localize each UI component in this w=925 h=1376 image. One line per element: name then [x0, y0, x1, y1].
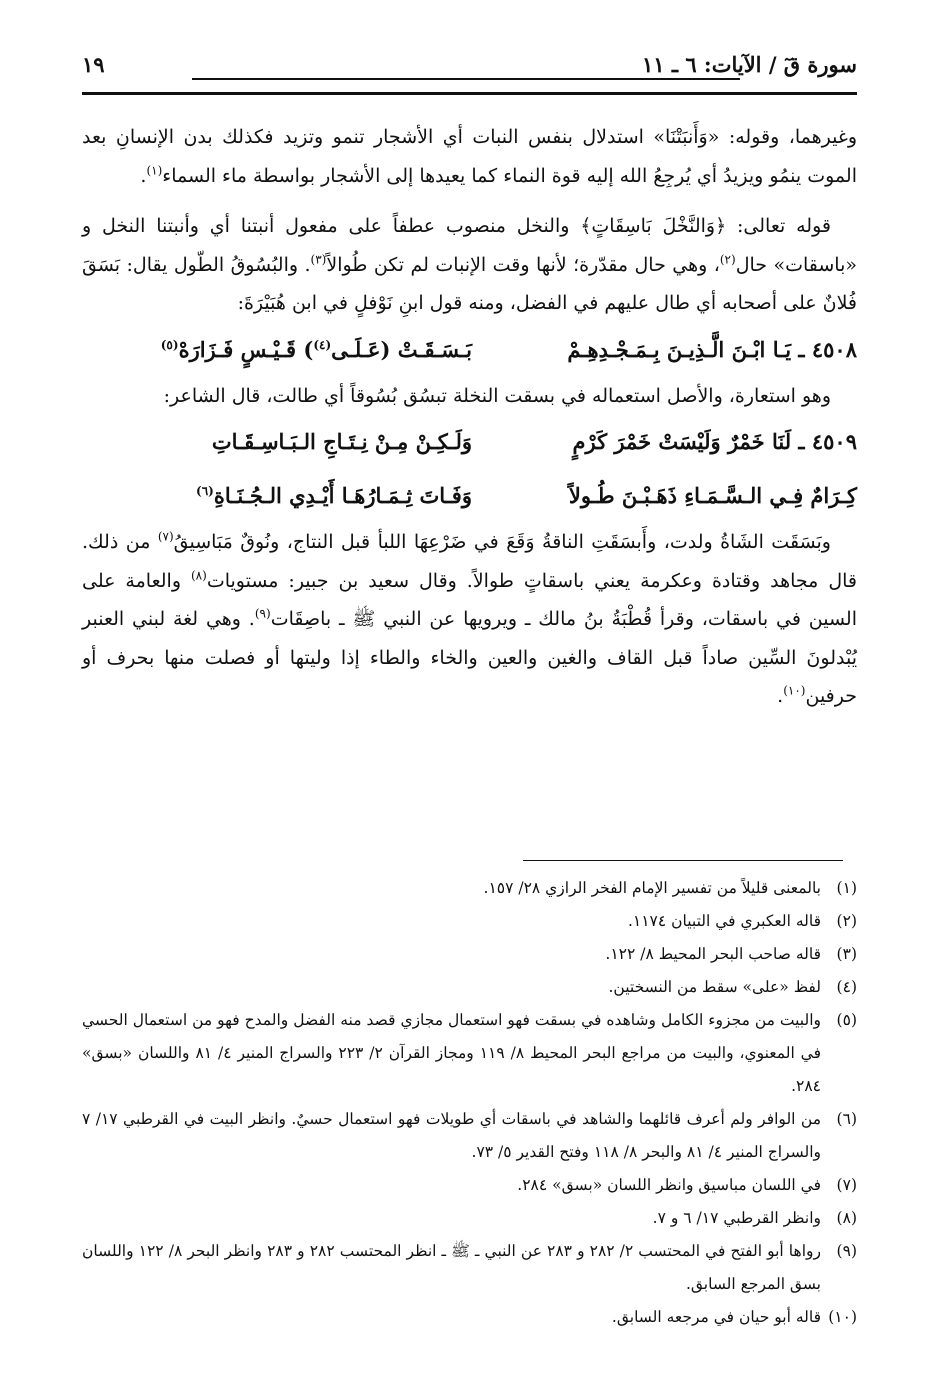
verse-first-hemistich: كِـرَامٌ فِـي الـسَّـمَـاءِ ذَهَـبْـنَ طُـولاً	[568, 483, 857, 508]
verse-second-hemistich: بَـسَـقَـتْ (عَـلَـى$^{(٤)}$) قَـيْـسٍ فَـزَارَهْ$^{(٥)}$	[160, 336, 472, 362]
footnote-ref-4: (٤)	[313, 337, 332, 352]
footnote-item: (٦) من الوافر ولم أعرف قائلهما والشاهد في باسقات أي طويلات فهو استعمال حسيٌ. وانظر البيت في القرطبي ١٧/ ٧ والسراج المنير ٤/ ٨١ والبحر ٨/ ١١٨ وفتح القدير ٥/ ٧٣.	[82, 1110, 857, 1161]
verse-second-hemistich: وَلَـكِـنْ مِـنْ نِـتَـاجِ الـبَـاسِـقَـاتِ	[211, 429, 472, 454]
footnote-ref-5: (٥)	[160, 337, 179, 352]
verse-second-hemistich: وَفَـاتَ ثِـمَـارُهَـا أَيْـدِي الـجُـنَـاةِ$^{(٦)}$	[196, 483, 472, 508]
running-title: سورة قٓ / الآيات: ٦ ـ ١١	[642, 52, 857, 77]
footnote-item: (٢) قاله العكبري في التبيان ١١٧٤.	[627, 912, 857, 930]
footnote-ref-2: (٢)	[719, 252, 736, 267]
footnote-item: (٥) والبيت من مجزوء الكامل وشاهده في بسقت فهو استعمال مجازي قصد منه الفضل والمدح فهو من استعمال الحسي في المعنوي، والبيت من مراجع البحر المحيط ٨/ ١١٩ ومجاز القرآن ٢/ ٢٢٣ والسراج المنير ٤/ ٨١ واللسان «بسق» ٢٨٤.	[82, 1011, 857, 1095]
verse-first-hemistich: ٤٥٠٨ ـ يَـا ابْـنَ الَّـذِيـنَ بِـمَـجْـدِهِـمْ	[567, 336, 857, 362]
footnote-ref-3: (٣)	[310, 252, 327, 267]
footnote-ref-6: (٦)	[196, 484, 214, 498]
main-text	[82, 118, 857, 716]
footnote-separator	[523, 860, 843, 861]
footnote-item: (١٠) قاله أبو حيان في مرجعه السابق.	[611, 1308, 857, 1326]
paragraph-4: وبَسَقَت الشَاةُ ولدت، وأَبسَقَتِ الناقةُ وَقَعَ في ضَرْعِهَا اللبأ قبل النتاج، ونُوقٌ مَبَاسِيقُ$^{(٧)}$ من ذلك. قال مجاهد وقتادة وعكرمة يعني باسقاتٍ طوالاً. وقال سعيد بن جبير: مستويات$^{(٨)}$ والعامة على السين في باسقات، وقرأ قُطْبَةُ بنُ مالك ـ ويرويها عن النبي ﷺ ـ باصِقَات$^{(٩)}$. وهي لغة لبني العنبر يُبْدلونَ السِّين صاداً قبل القاف والغين والعين والخاء والطاء إذا وليتها أو فصلت منها بحرف أو حرفين$^{(١٠)}$.	[82, 529, 857, 707]
paragraph-3: وهو استعارة، والأصل استعماله في بسقت النخلة تبسُق بُسُوقاً أي طالت، قال الشاعر:	[163, 384, 831, 407]
paragraph-2: قوله تعالى: ﴿وَالنَّخْلَ بَاسِقَاتٍ﴾ والنخل منصوب عطفاً على مفعول أنبتنا أي وأنبتنا النخل و «باسقات» حال$^{(٢)}$، وهي حال مقدّرة؛ لأنها وقت الإنبات لم تكن طُوالاً$^{(٣)}$. والبُسُوقُ الطّول يقال: بَسَقَ فُلانٌ على أصحابه أي طال عليهم في الفضل، ومنه قول ابنِ نَوْفلٍ في ابن هُبَيْرَةَ:	[82, 215, 857, 314]
header-rule	[192, 78, 740, 80]
footnote-ref-1: (١)	[146, 163, 163, 178]
footnote-item: (٩) رواها أبو الفتح في المحتسب ٢/ ٢٨٢ و ٢٨٣ عن النبي ـ ﷺ ـ انظر المحتسب ٢٨٢ و ٢٨٣ وانظر البحر ٨/ ١٢٢ واللسان بسق المرجع السابق.	[82, 1242, 857, 1293]
footnote-ref-10: (١٠)	[783, 683, 806, 698]
footnote-ref-8: (٨)	[190, 568, 207, 583]
footnote-item: (٧) في اللسان مباسيق وانظر اللسان «بسق» ٢٨٤.	[517, 1176, 857, 1194]
footnotes	[82, 872, 857, 1334]
paragraph-1: وغيرهما، وقوله: «وَأَنبَتْنَا» استدلال بنفس النبات أي الأشجار تنمو وتزيد فكذلك بدن الإنسانِ بعد الموت ينمُو ويزيدُ أي يُرجِعُ الله إليه قوة النماء كما يعيدها إلى الأشجار بواسطة ماء السماء$^{(١)}$.	[82, 126, 857, 187]
footnote-item: (١) بالمعنى قليلاً من تفسير الإمام الفخر الرازي ٢٨/ ١٥٧.	[483, 879, 857, 897]
footnote-ref-9: (٩)	[254, 606, 271, 621]
footnote-item: (٣) قاله صاحب البحر المحيط ٨/ ١٢٢.	[605, 945, 857, 963]
footnote-ref-7: (٧)	[157, 529, 174, 544]
page-header	[82, 52, 857, 100]
verse-4509-cont	[82, 469, 857, 523]
page-number: ١٩	[82, 52, 105, 77]
footnote-item: (٨) وانظر القرطبي ١٧/ ٦ و ٧.	[652, 1209, 857, 1227]
verse-4509	[82, 415, 857, 469]
verse-first-hemistich: ٤٥٠٩ ـ لَنَا خَمْرٌ وَلَيْسَتْ خَمْرَ كَرْمٍ	[572, 429, 857, 454]
footnote-item: (٤) لفظ «على» سقط من النسختين.	[608, 978, 857, 996]
verse-4508	[82, 323, 857, 377]
header-divider	[82, 92, 857, 95]
